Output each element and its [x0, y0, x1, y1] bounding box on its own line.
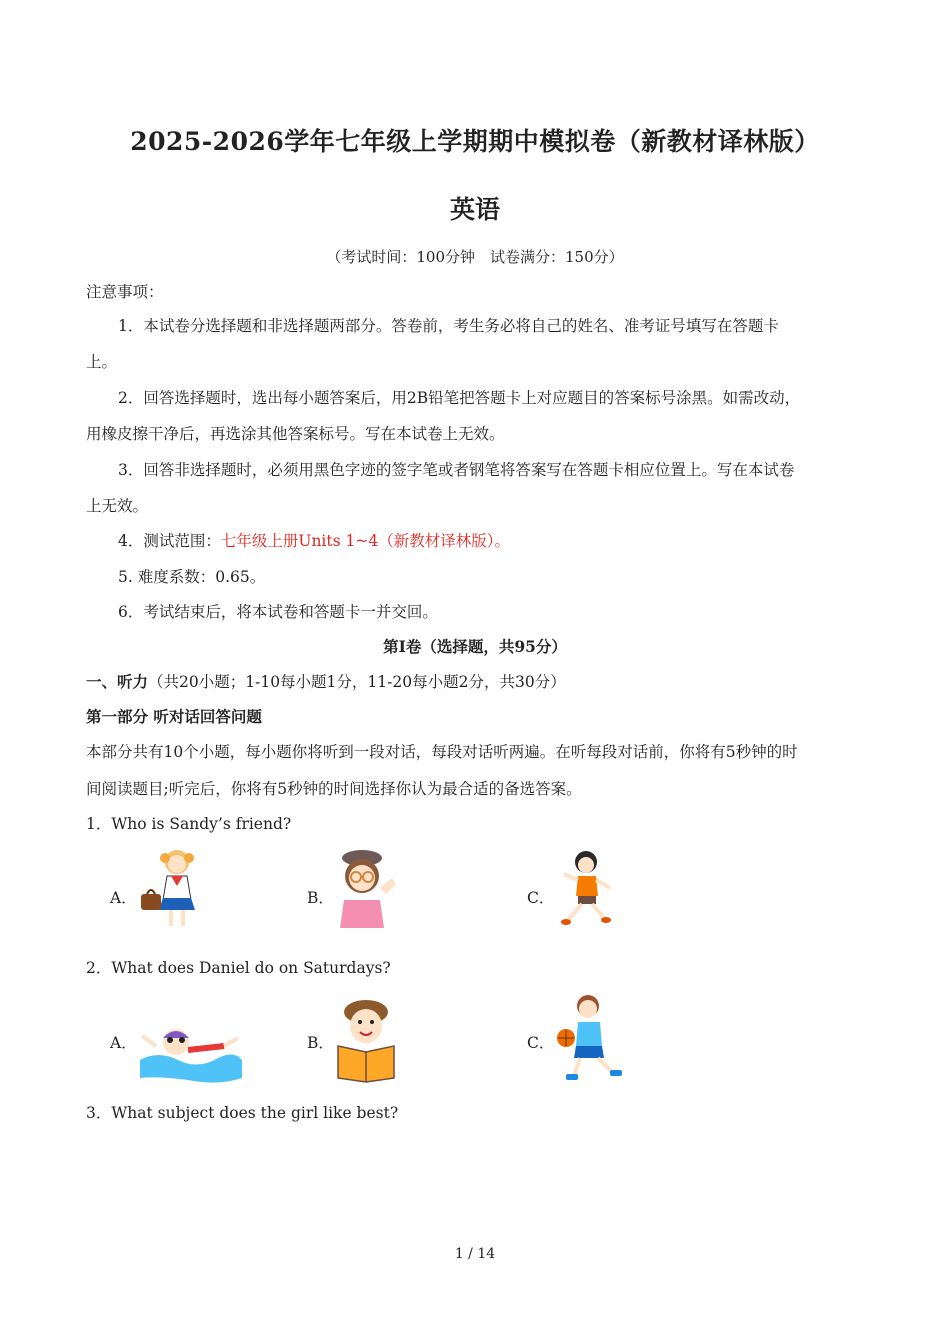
swimming-image	[138, 1016, 244, 1084]
note-4	[118, 530, 510, 552]
basketball-image	[554, 992, 628, 1082]
note-1-line-1: 1．本试卷分选择题和非选择题两部分。答卷前，考生务必将自己的姓名、准考证号填写在答题卡	[118, 317, 779, 335]
exam-info: （考试时间：100分钟 试卷满分：150分）	[326, 248, 624, 266]
q1-option-a[interactable]: A．	[110, 889, 137, 907]
note-3-line-1: 3．回答非选择题时，必须用黑色字迹的签字笔或者钢笔将答案写在答题卡相应位置上。写在本试卷	[118, 461, 795, 479]
volume-title: 第I卷（选择题，共95分）	[383, 637, 567, 656]
girl-with-glasses-image	[336, 848, 402, 928]
note-5: 5. 难度系数：0.65。	[118, 568, 266, 586]
subject-title: 英语	[449, 195, 500, 224]
notes-heading: 注意事项：	[86, 283, 164, 301]
listening-heading: 一、听力	[86, 672, 149, 691]
listening-part	[86, 671, 566, 693]
note-3-line-2: 上无效。	[86, 497, 149, 515]
note-4-prefix: 4．测试范围：	[118, 532, 221, 550]
q1-option-c[interactable]: C．	[527, 889, 555, 907]
note-2-line-1: 2．回答选择题时，选出每小题答案后，用2B铅笔把答题卡上对应题目的答案标号涂黑。如需改动，	[118, 389, 801, 407]
q2-option-a[interactable]: A．	[110, 1034, 137, 1052]
intro-line-2: 间阅读题目;听完后，你将有5秒钟的时间选择你认为最合适的备选答案。	[86, 780, 582, 798]
running-child-image	[556, 848, 618, 928]
subpart-heading: 第一部分 听对话回答问题	[86, 707, 262, 726]
note-2-line-2: 用橡皮擦干净后，再选涂其他答案标号。写在本试卷上无效。	[86, 425, 505, 443]
question-3: 3．What subject does the girl like best?	[86, 1104, 399, 1122]
note-1-line-2: 上。	[86, 353, 118, 371]
q2-option-c[interactable]: C．	[527, 1034, 555, 1052]
page-number: 1 / 14	[454, 1246, 496, 1262]
reading-image	[334, 998, 400, 1082]
note-6: 6．考试结束后，将本试卷和答题卡一并交回。	[118, 603, 438, 621]
question-1: 1．Who is Sandy’s friend?	[86, 815, 292, 833]
q2-option-b[interactable]: B．	[307, 1034, 334, 1052]
question-2: 2．What does Daniel do on Saturdays?	[86, 959, 391, 977]
q1-option-b[interactable]: B．	[307, 889, 334, 907]
intro-line-1: 本部分共有10个小题，每小题你将听到一段对话，每段对话听两遍。在听每段对话前，你将有5秒钟的时	[86, 743, 798, 761]
note-4-scope: 七年级上册Units 1~4（新教材译林版）。	[220, 532, 510, 550]
girl-with-bag-image	[135, 844, 205, 930]
exam-title: 2025-2026学年七年级上学期期中模拟卷（新教材译林版）	[130, 127, 820, 156]
listening-detail: （共20小题；1-10每小题1分，11-20每小题2分，共30分）	[148, 673, 566, 691]
